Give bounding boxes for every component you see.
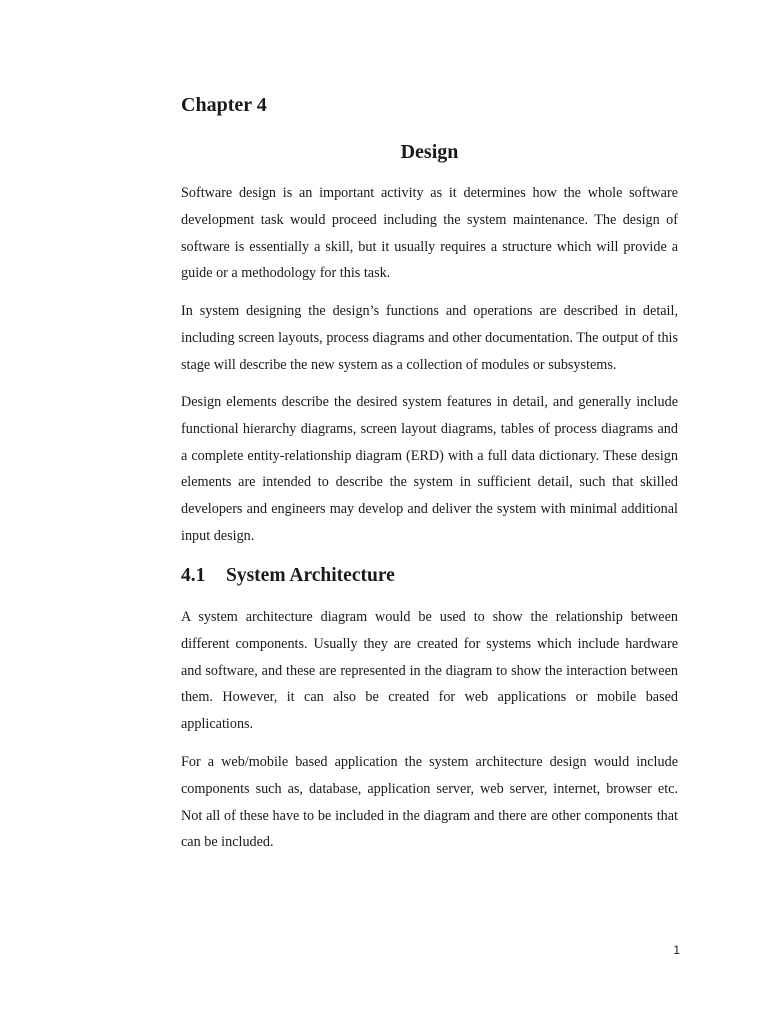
page-number: 1 <box>673 943 680 957</box>
section-number: 4.1 <box>181 565 206 586</box>
body-paragraph: In system designing the design’s functions and operations are described in detail, including screen layouts, process diagrams and other documentation. The output of this stage will describe the new system as a collection of modules or subsystems. <box>181 303 678 373</box>
section-title: System Architecture <box>226 565 395 586</box>
section-paragraph: A system architecture diagram would be used to show the relationship between different components. Usually they are created for systems which include hardware and software, and these are represented in the diagram to show the interaction between them. However, it can also be created for web applications or mobile based applications. <box>181 609 678 733</box>
section-heading <box>181 564 395 588</box>
body-paragraph: Design elements describe the desired system features in detail, and generally include functional hierarchy diagrams, screen layout diagrams, tables of process diagrams and a complete entity-relationship diagram (ERD) with a full data dictionary. These design elements are intended to describe the system in sufficient detail, such that skilled developers and engineers may develop and deliver the system with minimal additional input design. <box>181 394 678 544</box>
body-paragraph: Software design is an important activity as it determines how the whole software development task would proceed including the system maintenance. The design of software is essentially a skill, but it usually requires a structure which will provide a guide or a methodology for this task. <box>181 185 678 282</box>
chapter-title: Design <box>400 141 459 163</box>
section-paragraph: For a web/mobile based application the system architecture design would include components such as, database, application server, web server, internet, browser etc. Not all of these have to be included in the diagram and there are other components that can be included. <box>181 754 678 851</box>
chapter-label: Chapter 4 <box>181 94 267 116</box>
